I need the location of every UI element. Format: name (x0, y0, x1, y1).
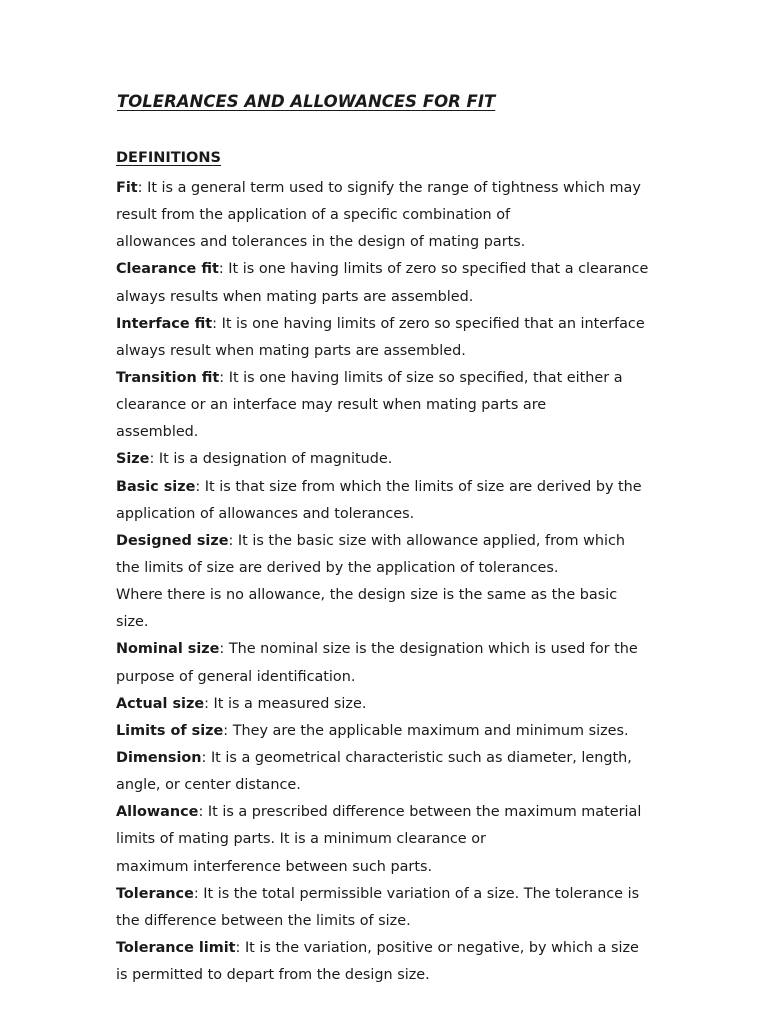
text-line (116, 582, 706, 609)
text-line (116, 365, 706, 392)
text-line (116, 609, 706, 636)
definition-text: allowances and tolerances in the design of mating parts. (116, 234, 526, 251)
term-label: Limits of size (116, 722, 224, 739)
text-line (116, 718, 706, 745)
term-label: Clearance fit (116, 261, 219, 278)
text-line (116, 256, 706, 283)
term-label: Fit (116, 180, 138, 196)
definition-text: assembled. (116, 424, 199, 441)
definition-text: size. (116, 614, 149, 631)
definition-text: clearance or an interface may result when mating parts are (116, 397, 547, 414)
text-line (116, 908, 706, 935)
definition-text: maximum interference between such parts. (116, 858, 433, 875)
definition-text: : It is that size from which the limits of size are derived by the (195, 478, 642, 495)
text-line (116, 528, 706, 555)
document-title: TOLERANCES AND ALLOWANCES FOR FIT (117, 92, 496, 111)
definition-text: : The nominal size is the designation which is used for the (219, 641, 638, 658)
text-line (116, 202, 706, 229)
text-line (116, 175, 706, 202)
text-line (116, 691, 706, 718)
term-label: Interface fit (116, 315, 213, 332)
definition-text: : It is a geometrical characteristic such as diameter, length, (201, 749, 632, 766)
definition-text: result from the application of a specific combination of (116, 207, 511, 224)
definition-text: : It is a prescribed difference between the maximum material (198, 804, 642, 821)
definition-text: the difference between the limits of size. (116, 912, 411, 929)
text-line (116, 745, 706, 772)
term-label: Allowance (116, 804, 199, 821)
text-line (116, 555, 706, 582)
text-line (116, 284, 706, 311)
definition-text: angle, or center distance. (116, 777, 301, 794)
text-line (116, 311, 706, 338)
definition-text: the limits of size are derived by the application of tolerances. (116, 559, 559, 576)
definition-text: always results when mating parts are assembled. (116, 288, 474, 305)
text-line (116, 474, 706, 501)
text-line (116, 229, 706, 256)
definition-text: is permitted to depart from the design size. (116, 967, 430, 984)
definition-text: Where there is no allowance, the design size is the same as the basic (116, 587, 618, 604)
definition-text: : They are the applicable maximum and minimum sizes. (223, 722, 629, 739)
definitions-body (116, 175, 706, 989)
term-label: Size (116, 451, 150, 468)
definition-text: : It is a measured size. (204, 695, 367, 712)
definition-text: : It is one having limits of zero so specified that an interface (212, 315, 645, 332)
text-line (116, 501, 706, 528)
term-label: Actual size (116, 695, 205, 712)
definition-text: always result when mating parts are assembled. (116, 342, 466, 359)
definition-text: : It is the variation, positive or negative, by which a size (235, 939, 639, 956)
definition-text: limits of mating parts. It is a minimum clearance or (116, 831, 486, 848)
definition-text: : It is one having limits of size so specified, that either a (219, 369, 623, 386)
definition-text: purpose of general identification. (116, 668, 356, 685)
term-label: Nominal size (116, 641, 220, 658)
definition-text: : It is the total permissible variation of a size. The tolerance is (193, 885, 640, 902)
definition-text: : It is a general term used to signify the range of tightness which may (137, 180, 641, 196)
term-label: Dimension (116, 749, 202, 766)
text-line (116, 338, 706, 365)
text-line (116, 826, 706, 853)
definition-text: : It is a designation of magnitude. (149, 451, 393, 468)
text-line (116, 799, 706, 826)
text-line (116, 772, 706, 799)
definition-text: application of allowances and tolerances. (116, 505, 415, 522)
term-label: Tolerance (116, 885, 194, 902)
text-line (116, 664, 706, 691)
definition-text: : It is the basic size with allowance applied, from which (228, 532, 626, 549)
definition-text: : It is one having limits of zero so specified that a clearance (218, 261, 649, 278)
text-line (116, 854, 706, 881)
section-heading: DEFINITIONS (116, 150, 221, 166)
text-line (116, 881, 706, 908)
text-line (116, 446, 706, 473)
text-line (116, 636, 706, 663)
term-label: Tolerance limit (116, 939, 236, 956)
text-line (116, 962, 706, 989)
term-label: Designed size (116, 532, 229, 549)
term-label: Basic size (116, 478, 196, 495)
text-line (116, 392, 706, 419)
text-line (116, 935, 706, 962)
term-label: Transition fit (116, 369, 220, 386)
text-line (116, 419, 706, 446)
